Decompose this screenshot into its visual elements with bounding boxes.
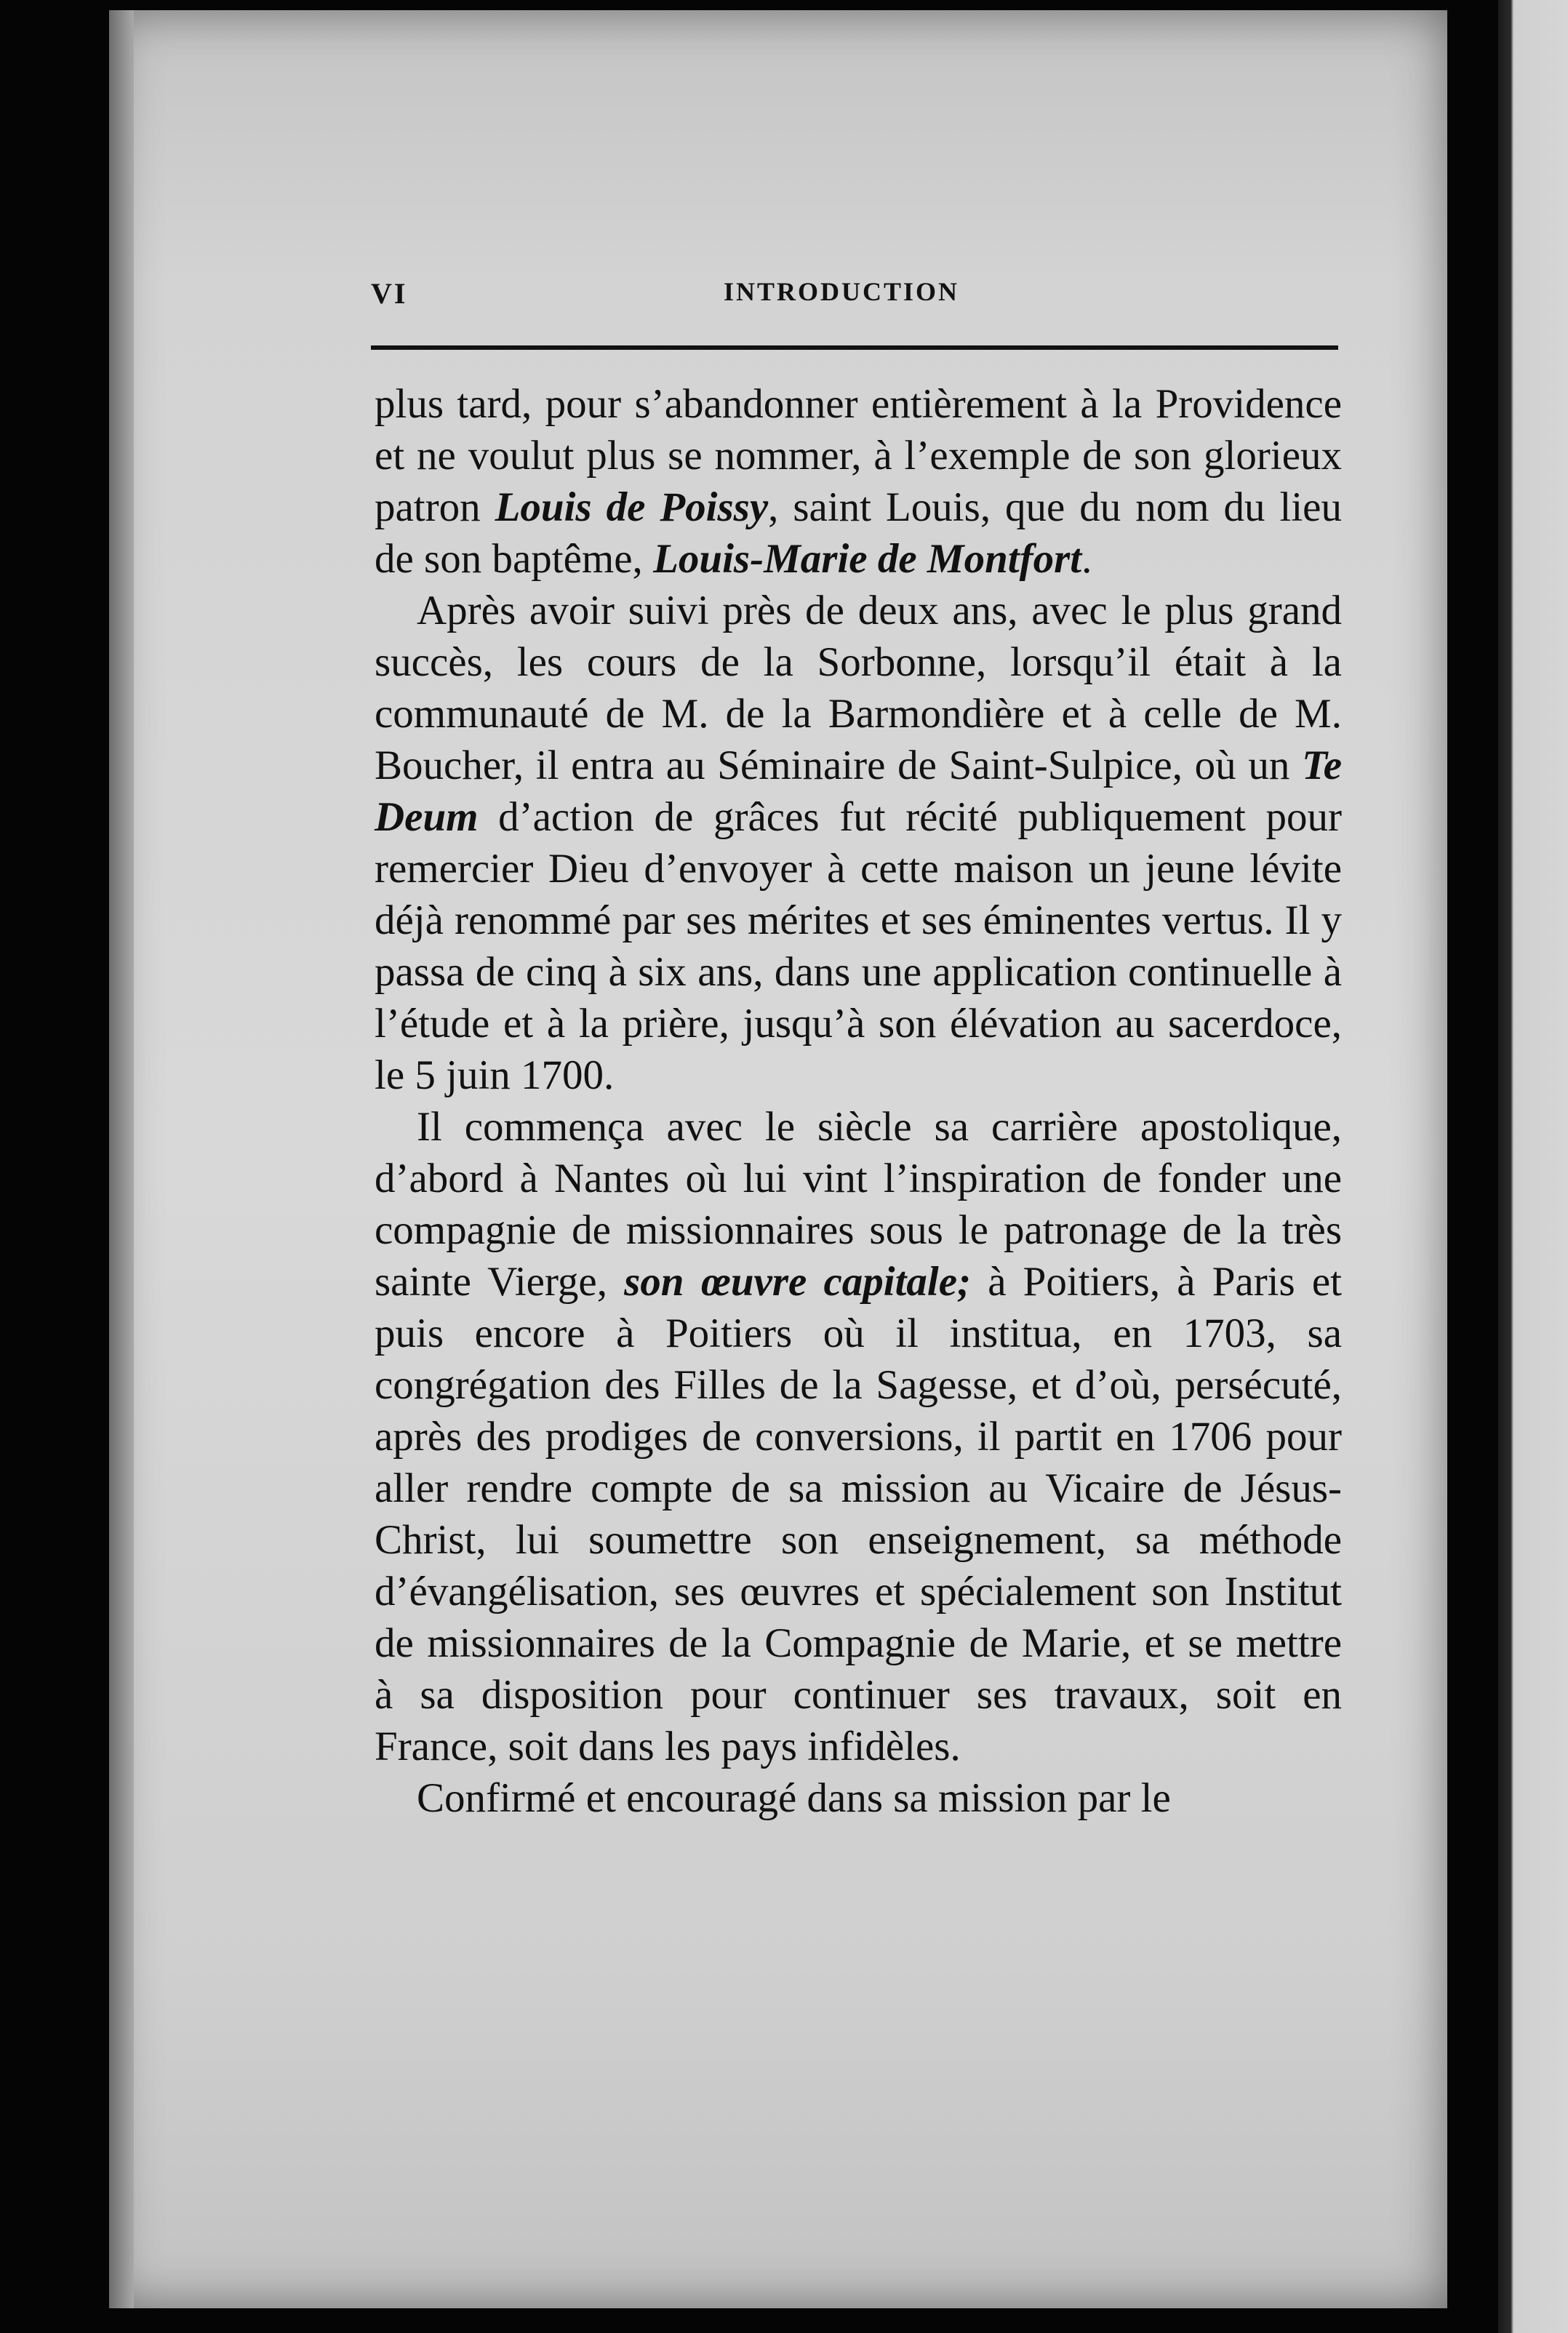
paragraph-text: .	[1081, 536, 1092, 582]
running-head	[371, 276, 1338, 320]
paragraph-text: Après avoir suivi près de deux ans, avec le plus grand succès, les cours de la Sorbonne, lorsqu’il était à la communauté de M. de la Barmondière et à celle de M. Boucher, il entra au Séminaire de Saint-Sulpice, où un	[375, 588, 1342, 788]
facing-page-edge	[1498, 0, 1568, 2333]
paragraph-text: d’action de grâces fut récité publiquement pour remercier Dieu d’envoyer à cette maison un jeune lévite déjà renommé par ses mérites et ses éminentes vertus. Il y passa de cinq à six ans, dans une application continuelle à l’étude et à la prière, jusqu’à son élévation au sacerdoce, le 5 juin 1700.	[375, 794, 1342, 1098]
paragraph-text: Confirmé et encouragé dans sa mission par le	[417, 1775, 1171, 1821]
paragraph	[375, 1772, 1342, 1824]
italic-son-oeuvre-capitale: son œuvre capitale;	[624, 1259, 972, 1305]
running-title: INTRODUCTION	[724, 277, 960, 306]
italic-te-deum: Te Deum	[375, 743, 1342, 840]
paragraph-text: à Poitiers, à Paris et puis encore à Poitiers où il institua, en 1703, sa congrégation des Filles de la Sagesse, et d’où, persécuté, après des prodiges de conversions, il partit en 1706 pour aller rendre compte de sa mission au Vicaire de Jésus-Christ, lui soumettre son enseignement, sa méthode d’évangélisation, ses œuvres et spécialement son Institut de missionnaires de la Compagnie de Marie, et se mettre à sa disposition pour continuer ses travaux, soit en France, soit dans les pays infidèles.	[375, 1259, 1342, 1769]
paragraph	[375, 585, 1342, 1101]
body-text	[375, 378, 1342, 1824]
paragraph-text: plus tard, pour s’abandonner entièrement à la Providence et ne voulut plus se nommer, à l’exemple de son glorieux patron	[375, 381, 1342, 530]
italic-name-louis-de-poissy: Louis de Poissy	[495, 484, 769, 530]
paragraph	[375, 378, 1342, 585]
page-number: VI	[371, 277, 408, 310]
paragraph-text: Il commença avec le siècle sa carrière apostolique, d’abord à Nantes où lui vint l’inspiration de fonder une compagnie de missionnaires sous le patronage de la très sainte Vierge,	[375, 1104, 1342, 1305]
italic-name-louis-marie-de-montfort: Louis-Marie de Montfort	[653, 536, 1082, 582]
paragraph-text: , saint Louis, que du nom du lieu de son baptême,	[375, 484, 1342, 582]
page-gutter-shadow	[109, 10, 134, 2308]
header-rule	[371, 345, 1338, 350]
paragraph	[375, 1101, 1342, 1772]
